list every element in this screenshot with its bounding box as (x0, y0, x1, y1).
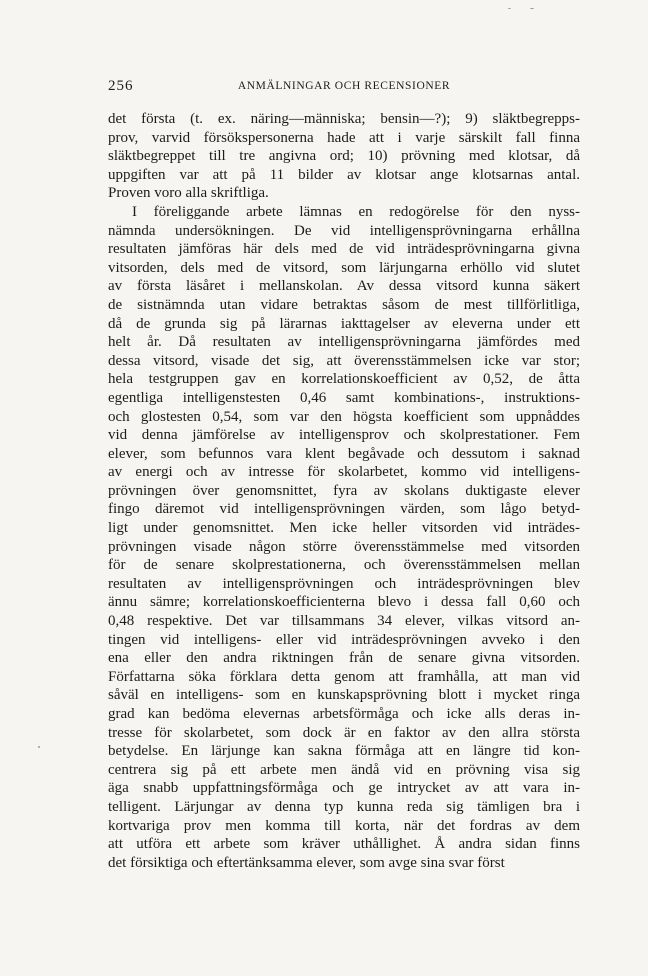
text-line: då de grunda sig på lärarnas iakttagelser av eleverna under ett (108, 315, 580, 332)
text-line: elever, som befunnos vara klent begåvade och dessutom i saknad (108, 445, 580, 462)
text-line: prov, varvid försökspersonerna hade att i varje särskilt fall finna (108, 129, 580, 146)
text-line: tingen vid intelligens- eller vid inträdesprövningen avveko i den (108, 631, 580, 648)
text-line: centrera sig på ett arbete men ändå vid en prövning visa sig (108, 761, 580, 778)
text-line: helt år. Då resultaten av intelligensprövningarna jämfördes med (108, 334, 580, 351)
text-line: de sistnämnda utan vidare betraktas såsom de mest tillförlitliga, (108, 296, 580, 313)
page-number: 256 (108, 78, 134, 94)
text-line: för de senare skolprestationerna, och överensstämmelsen mellan (108, 557, 580, 574)
text-line: kortvariga prov men komma till korta, när det fordras av dem (108, 817, 580, 834)
text-line: såväl en intelligens- som en kunskapsprövning blott i mycket ringa (108, 687, 580, 704)
text-line: telligent. Lärjungar av denna typ kunna reda sig tämligen bra i (108, 798, 580, 815)
text-line: dessa vitsord, visade det sig, att överensstämmelsen icke var stor; (108, 352, 580, 369)
text-line: egentliga intelligenstesten 0,46 samt kombinations-, instruktions- (108, 389, 580, 406)
paragraph (108, 110, 580, 203)
paper-speck (38, 746, 40, 748)
text-line: I föreliggande arbete lämnas en redogörelse för den nyss- (132, 203, 580, 220)
text-line: Författarna söka förklara detta genom att framhålla, att man vid (108, 668, 580, 685)
text-line: av energi och av intresse för skolarbetet, kommo vid intelligens- (108, 464, 580, 481)
text-line: och glostesten 0,54, som var den högsta koefficient som uppnåddes (108, 408, 580, 425)
text-line: fingo däremot vid intelligensprövningen värden, som lågo betyd- (108, 501, 580, 518)
text-line: att utföra ett arbete som kräver uthållighet. Å andra sidan finns (108, 836, 580, 853)
text-line: ligt under genomsnittet. Men icke heller vitsorden vid inträdes- (108, 520, 580, 537)
text-line: äga snabb uppfattningsförmåga och ge intrycket av att vara in- (108, 780, 580, 797)
running-head: ANMÄLNINGAR OCH RECENSIONER (237, 80, 451, 92)
text-line: ännu sämre; korrelationskoefficienterna blevo i dessa fall 0,60 och (108, 594, 580, 611)
body-text (108, 110, 580, 872)
text-line: släktbegreppet till tre angivna ord; 10) prövning med klotsar, då (108, 148, 580, 165)
text-line: nämnda undersökningen. De vid intelligensprövningarna erhållna (108, 222, 580, 239)
page-header (108, 78, 580, 96)
text-line: betydelse. En lärjunge kan sakna förmåga att en längre tid kon- (108, 743, 580, 760)
text-line: Proven voro alla skriftliga. (108, 185, 269, 202)
text-line: det första (t. ex. näring—människa; bensin—?); 9) släktbegrepps- (108, 111, 580, 127)
text-line: 0,48 respektive. Det var tillsammans 34 elever, vilkas vitsord an- (108, 613, 580, 630)
text-line: prövningen visade någon större överensstämmelse med vitsorden (108, 538, 580, 555)
text-line: resultaten av intelligensprövningen och inträdesprövningen blev (108, 575, 580, 592)
text-line: det försiktiga och eftertänksamma elever, som avge sina svar först (108, 854, 505, 871)
text-line: ena eller den andra riktningen från de senare givna vitsorden. (108, 650, 580, 667)
paper-speck (530, 8, 534, 9)
text-line: uppgiften var att på 11 bilder av klotsar ange klotsarnas antal. (108, 166, 580, 183)
text-line: hela testgruppen gav en korrelationskoefficient av 0,52, de åtta (108, 371, 580, 388)
text-line: tresse för skolarbetet, som dock är en faktor av den allra största (108, 724, 580, 741)
paper-speck (508, 8, 511, 9)
text-line: vid denna jämförelse av intelligensprov och skolprestationer. Fem (108, 427, 580, 444)
paragraph (108, 203, 580, 872)
text-line: prövningen över genomsnittet, fyra av skolans duktigaste elever (108, 482, 580, 499)
text-line: vitsorden, dels med de vitsord, som lärjungarna erhöllo vid slutet (108, 259, 580, 276)
text-line: grad kan bedöma elevernas arbetsförmåga och icke alls deras in- (108, 706, 580, 722)
text-line: av första läsåret i mellanskolan. Av dessa vitsord kunna säkert (108, 278, 580, 295)
text-line: resultaten jämföras här dels med de vid inträdesprövningarna givna (108, 241, 580, 258)
